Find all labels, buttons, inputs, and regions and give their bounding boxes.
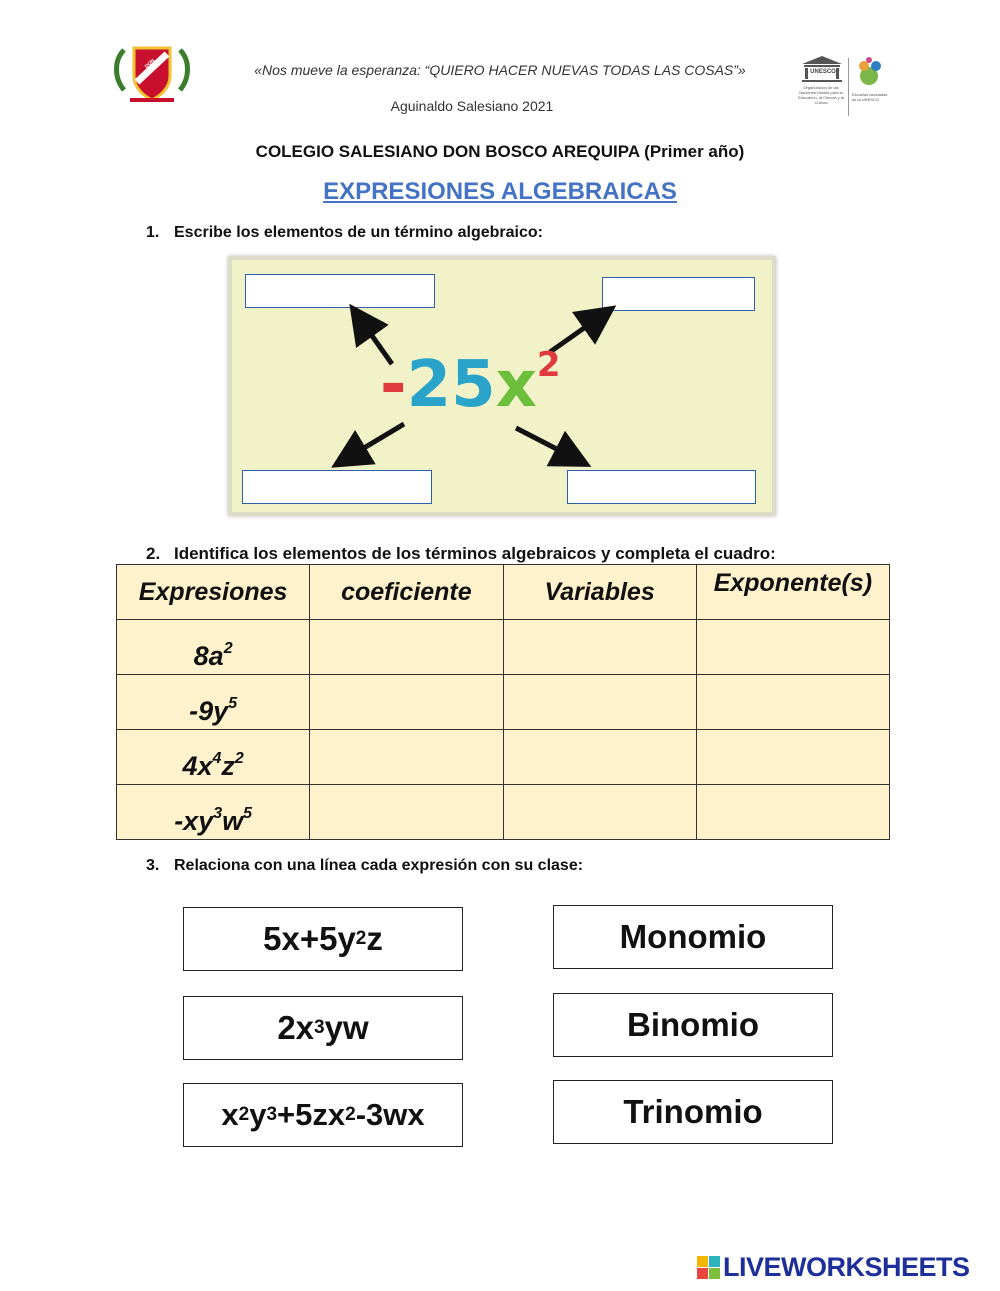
- coefficient-input-cell[interactable]: [310, 730, 503, 785]
- expr-exponent: 4: [212, 750, 222, 767]
- question-2: [146, 544, 776, 564]
- expr-part: x: [221, 1097, 239, 1132]
- match-class-binomio[interactable]: Binomio: [553, 993, 833, 1057]
- brand-text: LIVEWORKSHEETS: [723, 1252, 970, 1282]
- term-exponent: 2: [536, 345, 561, 385]
- variables-input-cell[interactable]: [503, 730, 696, 785]
- expr-base: -9y: [189, 696, 229, 726]
- coefficient-input-cell[interactable]: [310, 785, 503, 840]
- aguinaldo: Aguinaldo Salesiano 2021: [390, 98, 554, 114]
- associated-schools-text: Escuelas asociadas de la UNESCO: [852, 92, 888, 102]
- header-exponentes: Exponente(s): [696, 565, 889, 620]
- table-row: [117, 675, 890, 730]
- variables-input-cell[interactable]: [503, 620, 696, 675]
- expression-cell: [117, 675, 310, 730]
- term-variable: x: [495, 348, 537, 422]
- crest-label: DON BOSCO: [143, 57, 163, 77]
- expr-base: 8a: [193, 641, 224, 671]
- expr-exponent: 3: [213, 805, 223, 822]
- question-1-text: Escribe los elementos de un término algebraico:: [174, 224, 543, 241]
- table-row: [117, 620, 890, 675]
- coefficient-input-cell[interactable]: [310, 675, 503, 730]
- expr-part: +5zx: [277, 1097, 346, 1132]
- liveworksheets-brand: [697, 1252, 970, 1283]
- question-2-text: Identifica los elementos de los términos algebraicos y completa el cuadro:: [174, 544, 776, 563]
- header-coeficiente: coeficiente: [310, 565, 503, 620]
- question-3-text: Relaciona con una línea cada expresión con su clase:: [174, 857, 584, 874]
- question-2-number: 2.: [146, 544, 161, 563]
- exponents-input-cell[interactable]: [696, 785, 889, 840]
- school-crest: [112, 42, 192, 106]
- term-coefficient: 25: [406, 348, 496, 422]
- exponents-input-cell[interactable]: [696, 730, 889, 785]
- expr-base: -xy: [174, 806, 214, 836]
- expr-part: 5x+5y: [263, 920, 356, 957]
- match-class-trinomio[interactable]: Trinomio: [553, 1080, 833, 1144]
- match-class-monomio[interactable]: Monomio: [553, 905, 833, 969]
- question-1-number: 1.: [146, 224, 160, 241]
- table-row: [117, 730, 890, 785]
- exponents-input-cell[interactable]: [696, 675, 889, 730]
- expr-base: z: [221, 751, 235, 781]
- match-expression-1[interactable]: 5x+5y 2 z: [183, 907, 463, 971]
- divider-line: [848, 58, 849, 116]
- variables-input-cell[interactable]: [503, 785, 696, 840]
- unesco-logo: [796, 54, 848, 118]
- coefficient-input-cell[interactable]: [310, 620, 503, 675]
- question-3: [146, 857, 583, 875]
- expr-exponent: 5: [228, 695, 238, 712]
- expression-cell: [117, 620, 310, 675]
- expr-part: z: [366, 920, 383, 957]
- header-variables: Variables: [503, 565, 696, 620]
- header-expresiones: Expresiones: [117, 565, 310, 620]
- expr-exponent: 5: [243, 805, 253, 822]
- expr-part: y: [249, 1097, 267, 1132]
- expression-cell: [117, 730, 310, 785]
- page-title: EXPRESIONES ALGEBRAICAS: [323, 178, 677, 205]
- term-diagram: [228, 256, 776, 516]
- school-name: COLEGIO SALESIANO DON BOSCO AREQUIPA (Primer año): [255, 142, 745, 161]
- unesco-label: UNESCO: [810, 69, 836, 75]
- variables-input-cell[interactable]: [503, 675, 696, 730]
- expr-base: 4x: [182, 751, 213, 781]
- match-expression-2[interactable]: 2x 3 yw: [183, 996, 463, 1060]
- brand-logo-icon: [697, 1256, 720, 1279]
- table-header-row: [117, 565, 890, 620]
- expr-exponent: 2: [223, 640, 233, 657]
- expression-cell: [117, 785, 310, 840]
- motto: «Nos mueve la esperanza: “QUIERO HACER NUEVAS TODAS LAS COSAS”»: [254, 62, 746, 78]
- expr-part: yw: [324, 1009, 369, 1046]
- elements-table: [116, 564, 890, 840]
- question-1: [146, 224, 543, 242]
- expr-base: w: [222, 806, 244, 836]
- match-expression-3[interactable]: x 2 y 3 +5zx 2 -3wx: [183, 1083, 463, 1147]
- expr-exponent: 2: [234, 750, 244, 767]
- term-sign: -: [380, 348, 407, 422]
- expr-part: -3wx: [355, 1097, 425, 1132]
- question-3-number: 3.: [146, 857, 160, 874]
- unesco-org-text: Organización de las Naciones Unidas para la Educación, la Ciencia y la Cultura: [798, 85, 844, 105]
- exponents-input-cell[interactable]: [696, 620, 889, 675]
- table-row: [117, 785, 890, 840]
- expr-part: 2x: [277, 1009, 315, 1046]
- associated-schools-logo: [852, 56, 892, 116]
- algebraic-term: [380, 345, 561, 422]
